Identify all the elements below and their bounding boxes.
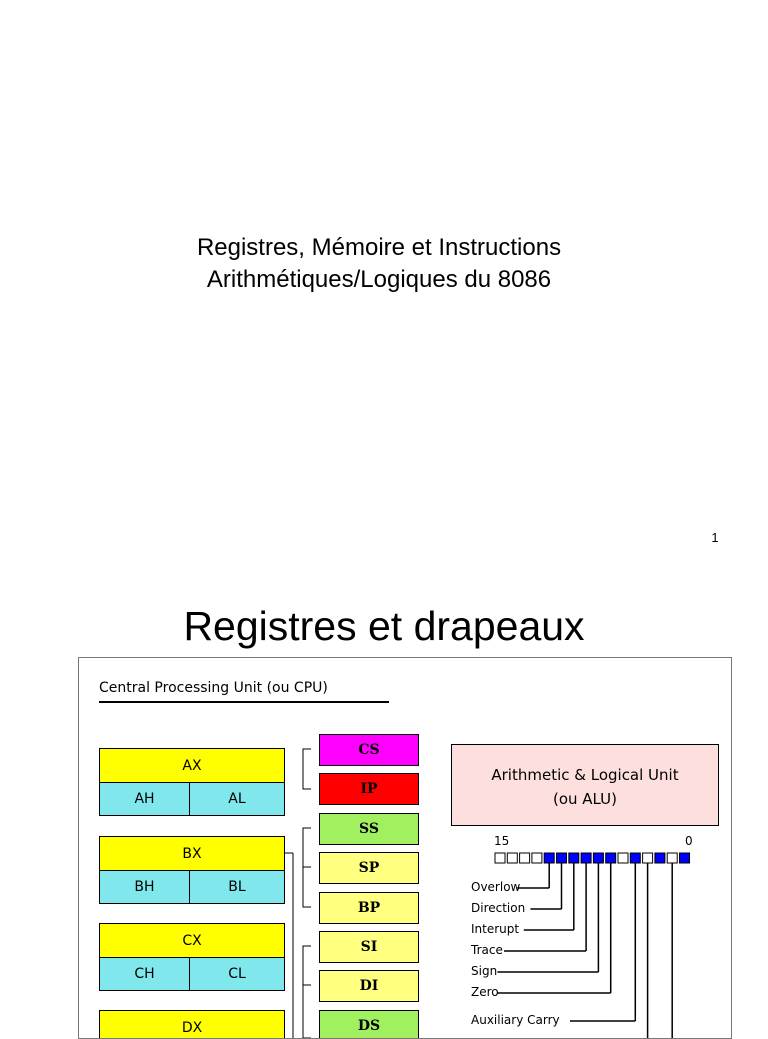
- flag-label: Direction: [471, 901, 526, 915]
- diagram-lines: [79, 658, 731, 1038]
- flag-bit-15-label: 15: [494, 834, 510, 848]
- register-ds: DS: [319, 1010, 419, 1039]
- flag-bit-cell: [495, 853, 505, 863]
- slide2-title: Registres et drapeaux: [183, 603, 585, 649]
- register-bp: BP: [319, 892, 419, 924]
- register-ax-label: AX: [100, 749, 284, 783]
- register-al: AL: [190, 783, 284, 815]
- slide1-title-line1: Registres, Mémoire et Instructions: [196, 234, 562, 261]
- page-number: 1: [711, 530, 719, 545]
- register-cx-label: CX: [100, 924, 284, 958]
- flag-label: Zero: [471, 985, 499, 999]
- register-ah: AH: [100, 783, 190, 815]
- register-ch: CH: [100, 958, 190, 990]
- flag-bit-cell: [569, 853, 579, 863]
- flag-bit-0-label: 0: [685, 834, 693, 848]
- flag-bit-cell: [507, 853, 517, 863]
- register-dx-label: DX: [100, 1011, 284, 1039]
- cpu-title: Central Processing Unit (ou CPU): [99, 680, 328, 696]
- cpu-diagram: [78, 657, 732, 1039]
- flag-bit-cell: [520, 853, 530, 863]
- flag-bit-cell: [532, 853, 542, 863]
- flag-bit-cell: [655, 853, 665, 863]
- flag-bit-cell: [606, 853, 616, 863]
- register-di: DI: [319, 970, 419, 1002]
- flag-label: Sign: [471, 964, 498, 978]
- register-sp: SP: [319, 852, 419, 884]
- register-ss: SS: [319, 813, 419, 845]
- flag-bit-cell: [680, 853, 690, 863]
- alu-label-line2: (ou ALU): [552, 790, 617, 808]
- register-cl: CL: [190, 958, 284, 990]
- flag-label: Interupt: [471, 922, 520, 936]
- register-bh: BH: [100, 871, 190, 903]
- slide1-title-line2: Arithmétiques/Logiques du 8086: [206, 266, 552, 293]
- register-bx-label: BX: [100, 837, 284, 871]
- slide1-title: [0, 232, 758, 296]
- flag-bit-cell: [667, 853, 677, 863]
- flag-bit-cell: [557, 853, 567, 863]
- register-bracket: [303, 946, 311, 1038]
- register-bl: BL: [190, 871, 284, 903]
- alu-label-line1: Arithmetic & Logical Unit: [491, 766, 679, 784]
- flag-bit-cell: [544, 853, 554, 863]
- register-cs: CS: [319, 734, 419, 766]
- flag-bit-cell: [630, 853, 640, 863]
- flag-bit-cell: [581, 853, 591, 863]
- register-bracket: [303, 749, 311, 789]
- flag-label: Overlow: [471, 880, 521, 894]
- register-si: SI: [319, 931, 419, 963]
- flag-bit-cell: [593, 853, 603, 863]
- flag-label: Trace: [471, 943, 503, 957]
- flag-label: Auxiliary Carry: [471, 1013, 560, 1027]
- flag-bit-cell: [618, 853, 628, 863]
- register-ip: IP: [319, 773, 419, 805]
- flag-bit-cell: [643, 853, 653, 863]
